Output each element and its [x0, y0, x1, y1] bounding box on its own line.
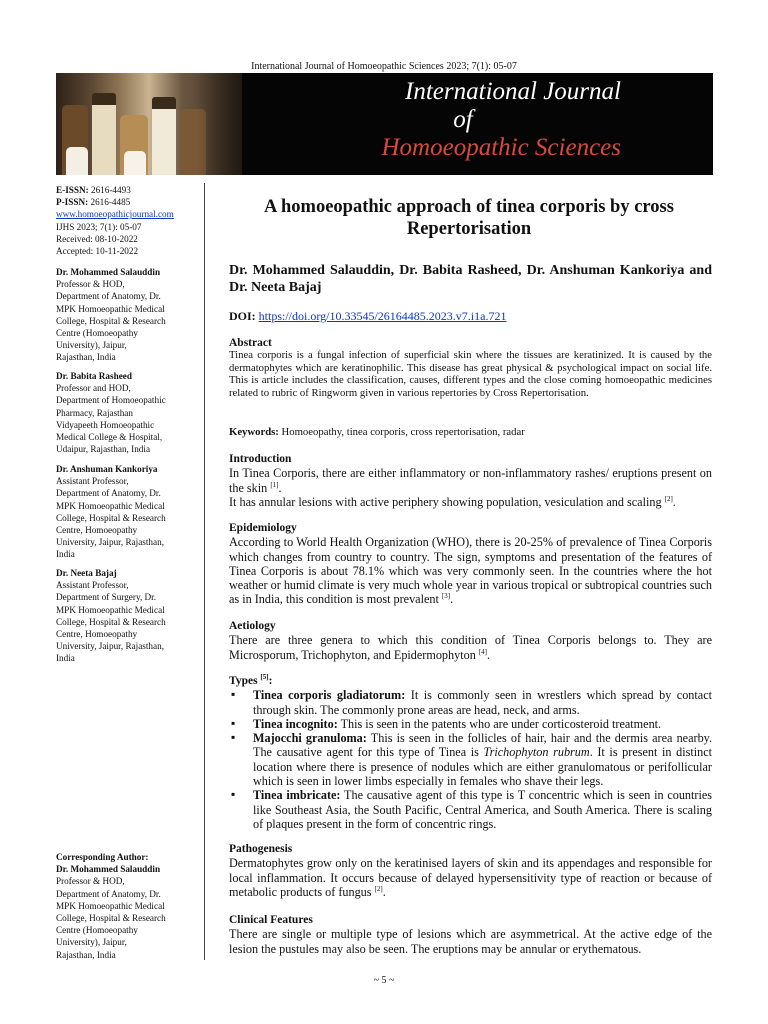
- abstract-section: [229, 337, 712, 399]
- introduction-section: Introduction In Tinea Corporis, there are either inflammatory or non-inflammatory rashes/ eruptions present on the skin [1]. It has annular lesions with active periphery showing population, vesiculation and scaling [2].: [229, 453, 712, 509]
- author-affiliation-4: Dr. Neeta Bajaj Assistant Professor, Department of Surgery, Dr. MPK Homoeopathic Medical College, Hospital & Research Centre, Homoeopathy University, Jaipur, Rajasthan, India: [56, 568, 166, 664]
- list-item: ▪ Tinea corporis gladiatorum: It is commonly seen in wrestlers which spread by contact through skin. The commonly prone areas are head, neck, and arms.: [229, 688, 712, 717]
- banner-title-line3: Homoeopathic Sciences: [381, 134, 621, 161]
- running-head: International Journal of Homoeopathic Sciences 2023; 7(1): 05-07: [251, 61, 517, 72]
- bottles-photo: [56, 73, 242, 175]
- pathogenesis-heading: Pathogenesis: [229, 843, 293, 855]
- list-item: ▪ Majocchi granuloma: This is seen in the follicles of hair, hair and the dermis area nearby. The causative agent for this type of Tinea is Trichophyton rubrum. It is present in distinct location where there is presence of nodules which are either granulomatous or perifollicular which is seen in lower limbs especially in females who shave their legs.: [229, 731, 712, 788]
- clinical-features-section: Clinical Features There are single or multiple type of lesions which are asymmetrical. At the active edge of the lesion the pustules may also be seen. The eruptions may be annular or erythematous.: [229, 914, 712, 956]
- epidemiology-section: Epidemiology According to World Health Organization (WHO), there is 20-25% of prevalence of Tinea Corporis which changes from country to country. The sign, symptoms and presentation of the features of Tinea Corporis is about 78.1% which was very commonly seen. In the countries where the hot weather or humid climate is very much whole year in various tropical or subtropical countries such as in India, this condition is most prevalent [3].: [229, 522, 712, 607]
- author-list: Dr. Mohammed Salauddin, Dr. Babita Rasheed, Dr. Anshuman Kankoriya and Dr. Neeta Bajaj: [229, 263, 712, 295]
- abstract-heading: Abstract: [229, 337, 272, 349]
- journal-meta: E-ISSN: 2616-4493 P-ISSN: 2616-4485 www.homoeopathicjournal.com IJHS 2023; 7(1): 05-07 Received: 08-10-2022 Accepted: 10-11-2022: [56, 185, 174, 257]
- doi-line: DOI: https://doi.org/10.33545/26164485.2023.v7.i1a.721: [229, 309, 507, 323]
- article-title: A homoeopathic approach of tinea corporis by cross Repertorisation: [264, 197, 674, 239]
- pathogenesis-section: Pathogenesis Dermatophytes grow only on the keratinised layers of skin and its appendages and responsible for local inflammation. It occurs because of delayed hypersensitivity type of reaction or because of metabolic products of fungus [2].: [229, 843, 712, 899]
- epidemiology-heading: Epidemiology: [229, 522, 297, 534]
- keywords: Keywords: Homoeopathy, tinea corporis, cross repertorisation, radar: [229, 426, 525, 438]
- author-affiliation-2: Dr. Babita Rasheed Professor and HOD, Department of Homoeopathic Pharmacy, Rajasthan Vidyapeeth Homoeopathic Medical College & Hospital, Udaipur, Rajasthan, India: [56, 371, 166, 455]
- abstract-text: Tinea corporis is a fungal infection of superficial skin where the tissues are keratinized. It is caused by the dermatophytes which are keratinophilic. This disease has great physical & psychological impact on social life. This is article includes the classification, causes, different types and the close coming homoeopathic medicines related to rubric of Ringworm given in various repertories by Cross Repertorisation.: [229, 349, 712, 399]
- introduction-heading: Introduction: [229, 453, 292, 465]
- list-item: ▪ Tinea incognito: This is seen in the patents who are under corticosteroid treatment.: [229, 717, 712, 731]
- column-divider: [204, 183, 205, 960]
- banner-title-line1: International Journal: [405, 78, 621, 105]
- types-section: [229, 674, 712, 831]
- journal-banner: [56, 73, 713, 175]
- corresponding-author: Corresponding Author: Dr. Mohammed Salauddin Professor & HOD, Department of Anatomy, Dr. MPK Homoeopathic Medical College, Hospital & Research Centre (Homoeopathy University), Jaipur, Rajasthan, India: [56, 852, 166, 960]
- page-number: ~ 5 ~: [373, 975, 395, 986]
- doi-link[interactable]: https://doi.org/10.33545/26164485.2023.v7.i1a.721: [258, 309, 507, 323]
- types-heading: Types [5]:: [229, 673, 273, 687]
- aetiology-heading: Aetiology: [229, 620, 276, 632]
- author-affiliation-3: Dr. Anshuman Kankoriya Assistant Professor, Department of Anatomy, Dr. MPK Homoeopathic Medical College, Hospital & Research Centre, Homoeopathy University, Jaipur, Rajasthan, India: [56, 464, 166, 560]
- author-affiliation-1: Dr. Mohammed Salauddin Professor & HOD, Department of Anatomy, Dr. MPK Homoeopathic Medical College, Hospital & Research Centre (Homoeopathy University), Jaipur, Rajasthan, India: [56, 267, 166, 363]
- banner-title-line2: of: [453, 106, 473, 133]
- aetiology-section: Aetiology There are three genera to which this condition of Tinea Corporis belongs to. They are Microsporum, Trichophyton, and Epidermophyton [4].: [229, 620, 712, 662]
- website-link[interactable]: www.homoeopathicjournal.com: [56, 209, 174, 220]
- clinical-features-heading: Clinical Features: [229, 914, 313, 926]
- list-item: ▪ Tinea imbricate: The causative agent of this type is T concentric which is seen in countries like Southeast Asia, the South Pacific, Central America, and South America. There is scaling of plaques present in the form of concentric rings.: [229, 788, 712, 831]
